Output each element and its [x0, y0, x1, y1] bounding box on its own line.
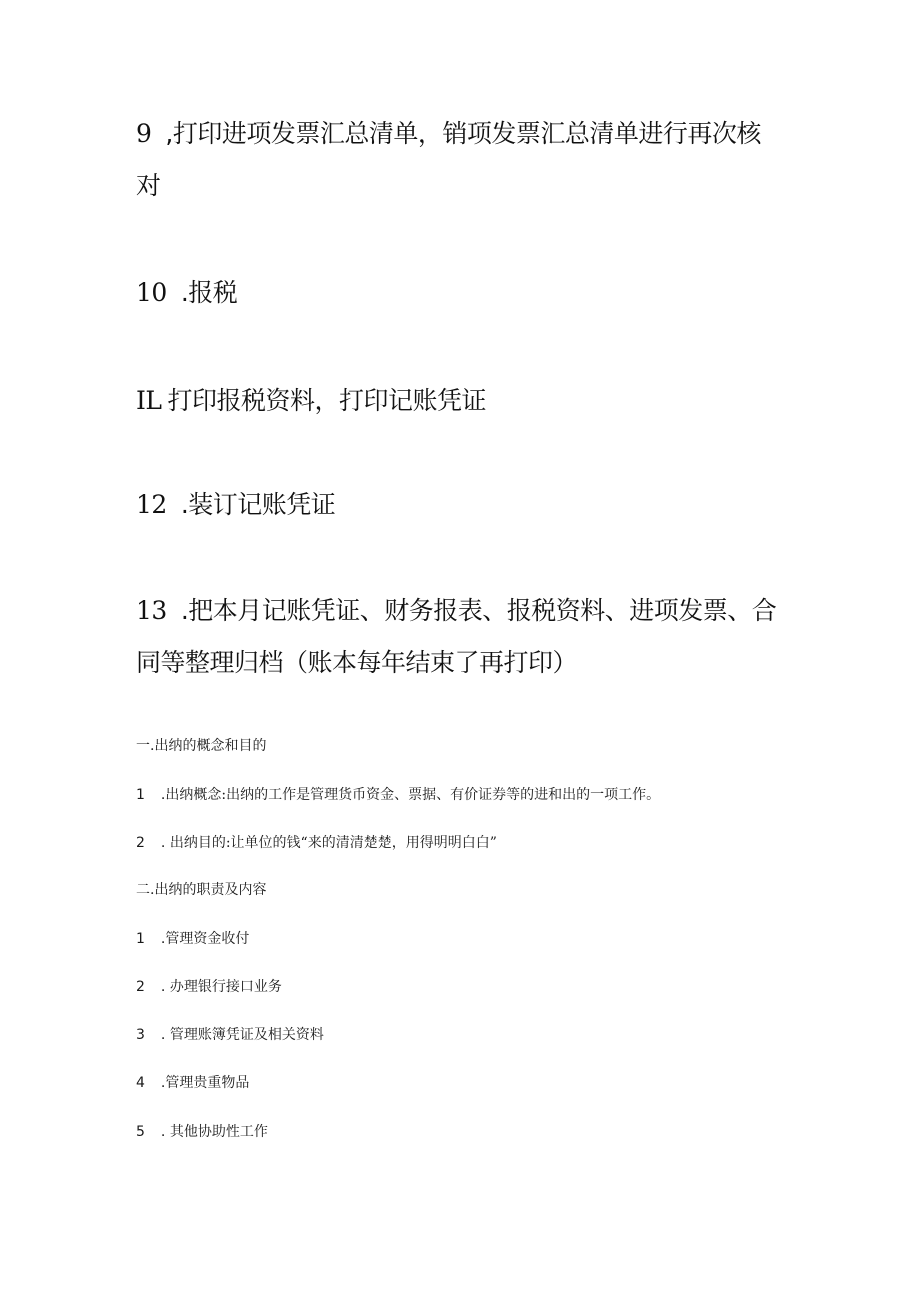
list-item — [136, 929, 249, 949]
item-number: 2 — [136, 979, 145, 995]
item-text: . 其他协助性工作 — [160, 1124, 268, 1140]
step-number: 9 — [136, 119, 152, 148]
item-number: 1 — [136, 787, 145, 803]
item-number: 4 — [136, 1075, 145, 1091]
item-text: . 办理银行接口业务 — [160, 979, 282, 995]
step-9 — [136, 108, 796, 212]
step-text: 打印报税资料，打印记账凭证 — [167, 386, 486, 415]
list-item — [136, 1025, 324, 1045]
step-text: .报税 — [180, 278, 238, 307]
list-item — [136, 785, 660, 805]
step-10 — [136, 267, 796, 319]
item-number: 2 — [136, 835, 145, 851]
item-text: . 出纳目的:让单位的钱“来的清清楚楚，用得明明白白” — [160, 835, 497, 851]
step-12 — [136, 479, 796, 531]
list-item — [136, 977, 282, 997]
step-number: 10 — [136, 278, 167, 307]
step-number: 13 — [136, 596, 167, 625]
step-text-continued: 同等整理归档（账本每年结束了再打印） — [136, 648, 578, 677]
step-text: .把本月记账凭证、财务报表、报税资料、进项发票、合 — [180, 596, 777, 625]
list-item — [136, 1122, 268, 1142]
item-number: 1 — [136, 931, 145, 947]
item-number: 3 — [136, 1027, 145, 1043]
step-text: ,打印进项发票汇总清单，销项发票汇总清单进行再次核 — [165, 119, 761, 148]
step-11 — [136, 375, 796, 427]
item-text: .管理贵重物品 — [160, 1075, 250, 1091]
list-item — [136, 833, 497, 853]
section-heading-1: 一.出纳的概念和目的 — [136, 738, 267, 754]
section-heading-2: 二.出纳的职责及内容 — [136, 882, 267, 898]
item-number: 5 — [136, 1124, 145, 1140]
step-text-continued: 对 — [136, 171, 161, 200]
item-text: .管理资金收付 — [160, 931, 250, 947]
step-number: 12 — [136, 490, 167, 519]
list-item — [136, 1073, 249, 1093]
step-13 — [136, 585, 796, 689]
item-text: .出纳概念:出纳的工作是管理货币资金、票据、有价证券等的进和出的一项工作。 — [160, 787, 661, 803]
item-text: . 管理账簿凭证及相关资料 — [160, 1027, 324, 1043]
step-number: IL — [136, 386, 162, 415]
step-text: .装订记账凭证 — [180, 490, 336, 519]
